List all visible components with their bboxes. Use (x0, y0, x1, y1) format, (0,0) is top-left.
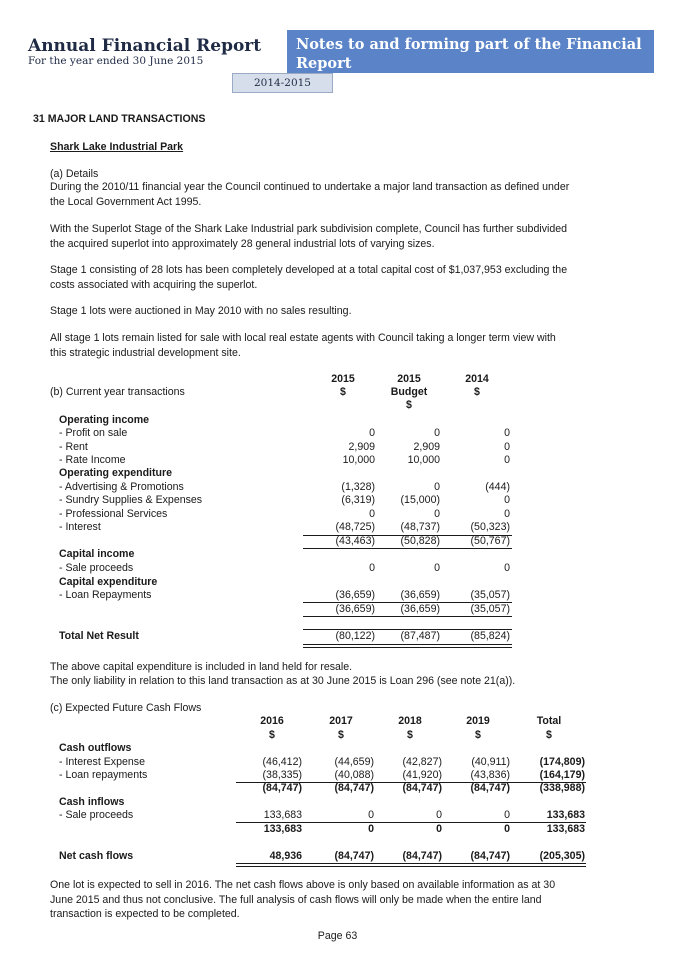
net-cell: (84,747) (334, 850, 374, 862)
col-unit: $ (546, 729, 552, 741)
cell: 0 (504, 508, 510, 520)
row-label: - Interest (59, 521, 101, 533)
col-year: 2018 (398, 715, 422, 727)
cell: 0 (504, 809, 510, 821)
cell: (15,000) (400, 494, 440, 506)
rule (303, 616, 512, 617)
details-label: (a) Details (50, 168, 99, 180)
subtotal-cell: (36,659) (335, 603, 375, 615)
subtotal-cell: (43,463) (335, 535, 375, 547)
cell: 0 (369, 562, 375, 574)
col-unit: $ (338, 729, 344, 741)
note-line: The above capital expenditure is included in land held for resale. (50, 661, 353, 673)
col-unit: Budget (390, 386, 428, 398)
total-cell: (85,824) (470, 630, 510, 642)
subtotal-cell: (84,747) (402, 782, 442, 794)
total-cell: (87,487) (400, 630, 440, 642)
cell: (44,659) (334, 756, 374, 768)
cell: (41,920) (402, 769, 442, 781)
subtotal-cell: (84,747) (470, 782, 510, 794)
subtotal-cell: (84,747) (262, 782, 302, 794)
cell: 0 (434, 508, 440, 520)
note-line: The only liability in relation to this land transaction as at 30 June 2015 is Loan 296 (see note 21(a)). (50, 675, 516, 687)
subtotal-cell: (35,057) (470, 603, 510, 615)
row-label: - Interest Expense (59, 756, 145, 768)
cell: 10,000 (342, 454, 375, 466)
report-subtitle: For the year ended 30 June 2015 (28, 55, 204, 67)
subtotal-cell: 0 (368, 823, 374, 835)
cell: 0 (504, 441, 510, 453)
total-cell: 133,683 (546, 809, 585, 821)
col-unit: $ (269, 729, 275, 741)
row-label: - Sale proceeds (59, 809, 134, 821)
section-heading: Operating income (59, 414, 150, 426)
cell: 0 (504, 454, 510, 466)
cell: 0 (434, 481, 440, 493)
row-label: - Advertising & Promotions (59, 481, 184, 493)
cell: 133,683 (263, 809, 302, 821)
cell: 2,909 (413, 441, 440, 453)
paragraph: Stage 1 consisting of 28 lots has been completely developed at a total capital cost of $1,037,953 excluding the costs associated with acquiring the superlot. (50, 264, 568, 291)
row-label: - Loan repayments (59, 769, 148, 781)
subtotal-cell: 0 (436, 823, 442, 835)
cell: 0 (504, 494, 510, 506)
cell: 0 (436, 809, 442, 821)
col-year: 2016 (260, 715, 284, 727)
total-cell: (80,122) (335, 630, 375, 642)
net-cell: (205,305) (539, 850, 585, 862)
cell: 0 (434, 562, 440, 574)
page-number: Page 63 (317, 930, 358, 942)
section-heading: Capital expenditure (59, 576, 158, 588)
row-label: - Professional Services (59, 508, 168, 520)
cell: 0 (369, 427, 375, 439)
net-cell: (84,747) (402, 850, 442, 862)
year-tab: 2014-2015 (232, 73, 333, 93)
col-year: 2015 (397, 373, 421, 385)
paragraph: Stage 1 lots were auctioned in May 2010 with no sales resulting. (50, 305, 352, 317)
col-year: 2014 (465, 373, 489, 385)
double-rule (236, 863, 586, 867)
cell: 0 (504, 427, 510, 439)
cell: (36,659) (400, 589, 440, 601)
double-rule (303, 644, 512, 648)
subtotal-cell: (338,988) (539, 782, 585, 794)
subtotal-cell: 133,683 (546, 823, 585, 835)
future-label: (c) Expected Future Cash Flows (50, 702, 202, 714)
section-heading: Capital income (59, 548, 135, 560)
cell: 2,909 (348, 441, 375, 453)
cell: 0 (434, 427, 440, 439)
col-year: 2017 (329, 715, 353, 727)
col-year: 2015 (331, 373, 355, 385)
row-label: - Profit on sale (59, 427, 128, 439)
cell: (36,659) (335, 589, 375, 601)
net-cell: 48,936 (269, 850, 302, 862)
subtotal-cell: (84,747) (334, 782, 374, 794)
subtotal-cell: 0 (504, 823, 510, 835)
section-heading: Cash outflows (59, 742, 132, 754)
col-year: Total (536, 715, 562, 727)
total-cell: (164,179) (539, 769, 585, 781)
report-title: Annual Financial Report (28, 36, 262, 56)
cell: (43,836) (470, 769, 510, 781)
cell: (48,725) (335, 521, 375, 533)
col-unit: $ (340, 386, 346, 398)
col-unit: $ (406, 399, 412, 411)
note-subheading: Shark Lake Industrial Park (50, 141, 184, 153)
subtotal-cell: (50,828) (400, 535, 440, 547)
cell: (35,057) (470, 589, 510, 601)
section-heading: Cash inflows (59, 796, 125, 808)
subtotal-cell: 133,683 (263, 823, 302, 835)
cell: 0 (368, 809, 374, 821)
subtotal-cell: (50,767) (470, 535, 510, 547)
col-unit: $ (475, 729, 481, 741)
total-cell: (174,809) (539, 756, 585, 768)
note-heading: 31 MAJOR LAND TRANSACTIONS (33, 113, 206, 125)
col-unit: $ (474, 386, 480, 398)
cell: (40,088) (334, 769, 374, 781)
cell: (42,827) (402, 756, 442, 768)
subtotal-cell: (36,659) (400, 603, 440, 615)
cell: (6,319) (341, 494, 375, 506)
net-cell: (84,747) (470, 850, 510, 862)
cell: (1,328) (341, 481, 375, 493)
section-title: Notes to and forming part of the Financial Report (296, 36, 642, 72)
cell: (40,911) (471, 756, 510, 768)
cell: (50,323) (470, 521, 510, 533)
paragraph: All stage 1 lots remain listed for sale with local real estate agents with Council taking a longer term view with this strategic industrial development site. (50, 332, 556, 359)
paragraph: With the Superlot Stage of the Shark Lake Industrial park subdivision complete, Council has further subdivided the acquired superlot into approximately 28 general industrial lots of varying sizes. (50, 223, 568, 250)
cell: (444) (485, 481, 510, 493)
section-heading: Operating expenditure (59, 467, 173, 479)
cell: 0 (369, 508, 375, 520)
cell: 0 (504, 562, 510, 574)
cell: (46,412) (262, 756, 302, 768)
row-label: - Sale proceeds (59, 562, 134, 574)
closing-paragraph: One lot is expected to sell in 2016. The net cash flows above is only based on available information as at 30 June 2015 and thus not conclusive. The full analysis of cash flows will only be made when the entire land transaction is expected to be completed. (50, 879, 556, 920)
paragraph: During the 2010/11 financial year the Council continued to undertake a major land transaction as defined under the Local Government Act 1995. (50, 181, 570, 208)
row-label: - Rent (59, 441, 88, 453)
row-label: - Rate Income (59, 454, 126, 466)
cell: 10,000 (407, 454, 440, 466)
cell: (38,335) (262, 769, 302, 781)
col-unit: $ (407, 729, 413, 741)
cell: (48,737) (400, 521, 440, 533)
current-label: (b) Current year transactions (50, 386, 185, 398)
total-label: Total Net Result (59, 630, 139, 642)
row-label: - Loan Repayments (59, 589, 152, 601)
row-label: - Sundry Supplies & Expenses (59, 494, 203, 506)
col-year: 2019 (466, 715, 490, 727)
net-label: Net cash flows (59, 850, 134, 862)
rule (303, 548, 512, 549)
